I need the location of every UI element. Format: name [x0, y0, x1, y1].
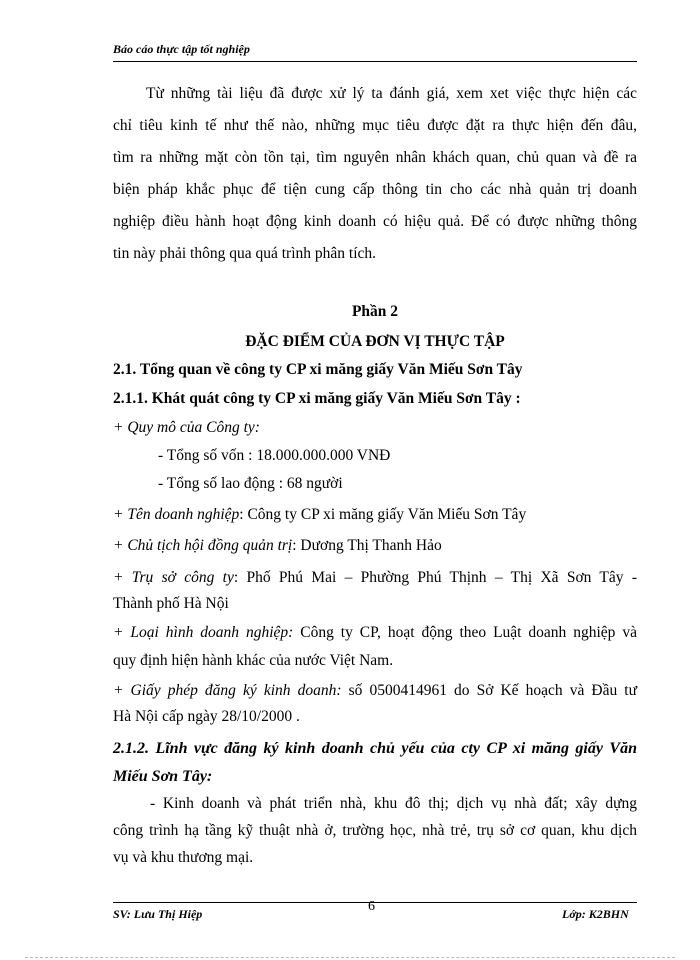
intro-line-2: chỉ tiêu kinh tế như thế nào, những mục tiêu được đặt ra thực hiện đến đâu,	[113, 117, 637, 134]
intro-line-5: nghiệp điều hành hoạt động kinh doanh có hiệu quả. Để có được những thông	[113, 213, 637, 230]
intro-line-3: tìm ra những mặt còn tồn tại, tìm nguyên nhân khách quan, chủ quan và đề ra	[113, 149, 637, 166]
headquarters-value-line2: Thành phố Hà Nội	[113, 595, 229, 612]
footer-class: Lớp: K2BHN	[562, 907, 629, 921]
business-type-value: Công ty CP, hoạt động theo Luật doanh nghiệp và	[293, 624, 638, 641]
license-value: số 0500414961 do Sở Kế hoạch và Đầu tư	[341, 682, 638, 699]
section-2-1-heading: 2.1. Tổng quan về công ty CP xi măng giấy Văn Miếu Sơn Tây	[113, 361, 523, 378]
section-2-1-1-heading: 2.1.1. Khát quát công ty CP xi măng giấy Văn Miếu Sơn Tây :	[113, 390, 521, 407]
capital-item: - Tổng số vốn : 18.000.000.000 VNĐ	[158, 447, 391, 464]
footer-student: SV: Lưu Thị Hiệp	[113, 907, 203, 921]
business-type-row	[113, 624, 637, 642]
chairman-label: + Chủ tịch hội đồng quản trị	[113, 537, 293, 554]
header-rule	[113, 61, 637, 62]
chairman-value: : Dương Thị Thanh Hảo	[292, 537, 442, 554]
section-2-1-2-heading-line1: 2.1.2. Lĩnh vực đăng ký kinh doanh chủ yếu của cty CP xi măng giấy Văn	[113, 740, 637, 757]
intro-line-4: biện pháp khắc phục để tiện cung cấp thông tin cho các nhà quản trị doanh	[113, 181, 637, 198]
company-name-row	[113, 506, 526, 524]
headquarters-value: : Phố Phú Mai – Phường Phú Thịnh – Thị Xã Sơn Tây -	[233, 569, 637, 586]
chairman-row	[113, 537, 442, 555]
part-label: Phần 2	[351, 303, 399, 320]
license-row	[113, 682, 637, 700]
header-title: Báo cáo thực tập tốt nghiệp	[113, 42, 250, 56]
company-name-value: : Công ty CP xi măng giấy Văn Miếu Sơn Tây	[239, 506, 527, 523]
intro-line-1: Từ những tài liệu đã được xử lý ta đánh giá, xem xet việc thực hiện các	[146, 85, 637, 102]
business-lines-line1: - Kinh doanh và phát triển nhà, khu đô thị; dịch vụ nhà đất; xây dựng	[150, 795, 637, 812]
section-2-1-2-heading-line2: Miếu Sơn Tây:	[113, 768, 213, 785]
part-title: ĐẶC ĐIỂM CỦA ĐƠN VỊ THỰC TẬP	[245, 333, 505, 350]
business-lines-line2: công trình hạ tầng kỹ thuật nhà ở, trường học, nhà trẻ, trụ sở cơ quan, khu dịch	[113, 822, 637, 839]
business-lines-line3: vụ và khu thương mại.	[113, 849, 254, 866]
footer-rule	[113, 902, 637, 903]
business-type-label: + Loại hình doanh nghiệp:	[113, 624, 294, 641]
headquarters-label: + Trụ sở công ty	[113, 569, 234, 586]
company-name-label: + Tên doanh nghiệp	[113, 506, 240, 523]
intro-line-6: tin này phải thông qua quá trình phân tích.	[113, 245, 377, 262]
license-value-line2: Hà Nội cấp ngày 28/10/2000 .	[113, 708, 300, 725]
page-number: 6	[368, 899, 375, 914]
headquarters-row	[113, 569, 637, 587]
license-label: + Giấy phép đăng ký kinh doanh:	[113, 682, 342, 699]
scale-label: + Quy mô của Công ty:	[113, 419, 260, 436]
page-edge-divider	[25, 957, 675, 958]
workers-item: - Tổng số lao động : 68 người	[158, 475, 343, 492]
business-type-value-line2: quy định hiện hành khác của nước Việt Nam.	[113, 652, 394, 669]
